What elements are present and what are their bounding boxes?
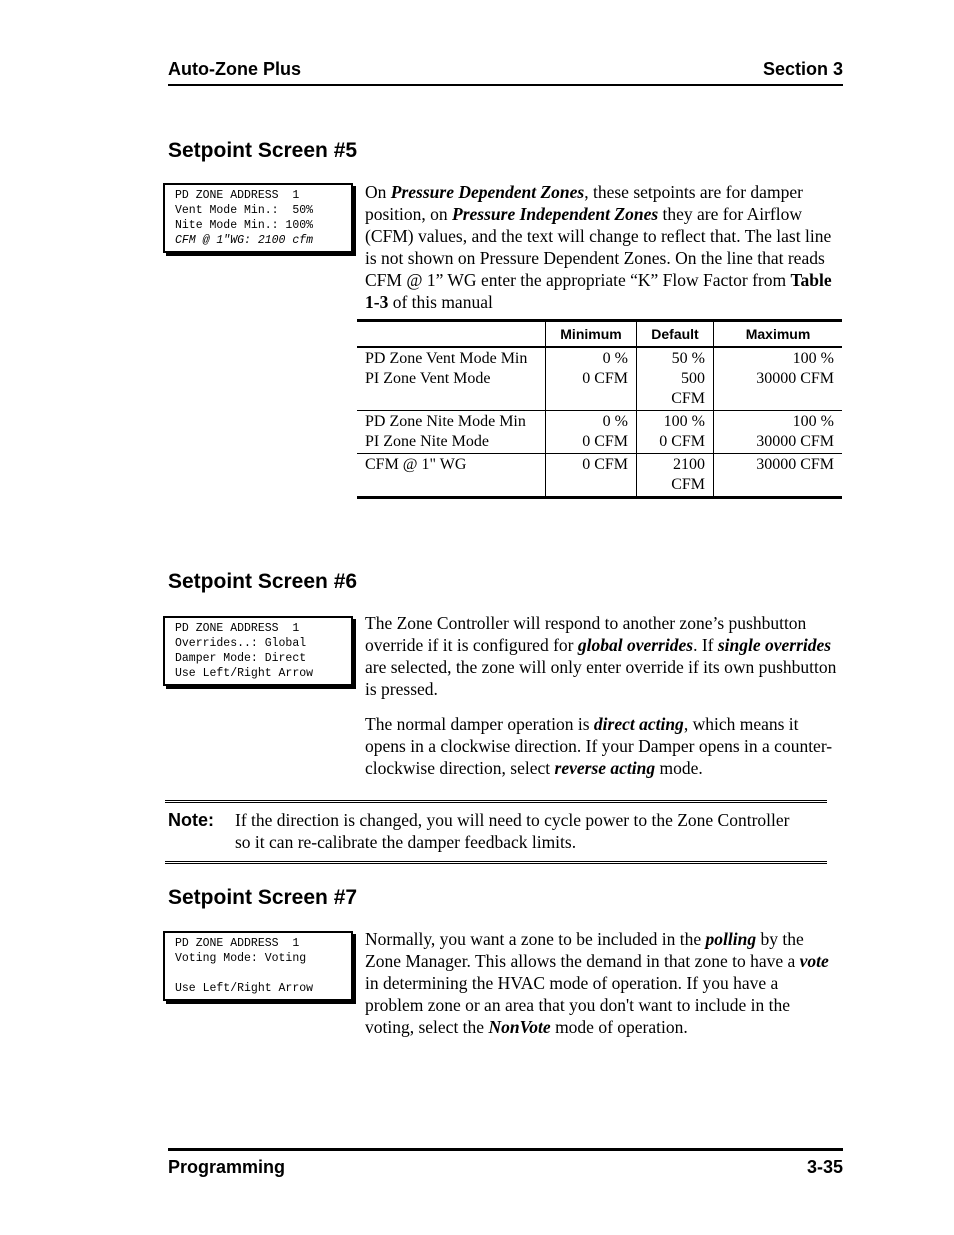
table-cell-value: 100 % 30000 CFM bbox=[714, 347, 843, 411]
heading-setpoint-screen-7: Setpoint Screen #7 bbox=[168, 886, 358, 909]
table-header: Default bbox=[637, 321, 714, 348]
emphasis-text: single overrides bbox=[717, 635, 832, 655]
lcd-line: Use Left/Right Arrow bbox=[175, 982, 314, 995]
lcd-line: Damper Mode: Direct bbox=[175, 652, 307, 665]
lcd-display-screen-7 bbox=[163, 931, 353, 1001]
emphasis-text: direct acting bbox=[593, 714, 684, 734]
lcd-line: PD ZONE ADDRESS 1 bbox=[175, 622, 300, 635]
emphasis-text: polling bbox=[705, 929, 757, 949]
lcd-line bbox=[175, 966, 351, 981]
page-number: 3-35 bbox=[806, 1157, 843, 1177]
table-row bbox=[357, 411, 842, 454]
table-header-row bbox=[357, 321, 842, 348]
emphasis-text: NonVote bbox=[488, 1017, 551, 1037]
lcd-line: CFM @ 1"WG: 2100 cfm bbox=[175, 234, 314, 247]
lcd-line: PD ZONE ADDRESS 1 bbox=[175, 189, 300, 202]
header-title: Auto-Zone Plus bbox=[168, 59, 301, 79]
lcd-line: Nite Mode Min.: 100% bbox=[175, 219, 314, 232]
table-header bbox=[357, 321, 546, 348]
paragraph-screen-6-overrides: The Zone Controller will respond to another zone’s pushbutton override if it is configured for global overrides. If single overrides are selected, the zone will only enter override if its own pushbutton is pressed. bbox=[365, 613, 837, 699]
lcd-line: Voting Mode: Voting bbox=[175, 952, 307, 965]
table-cell-value: 2100 CFM bbox=[637, 454, 714, 498]
lcd-line: Use Left/Right Arrow bbox=[175, 667, 314, 680]
emphasis-text: reverse acting bbox=[554, 758, 656, 778]
table-cell-value: 100 % 0 CFM bbox=[637, 411, 714, 454]
setpoint-table bbox=[357, 319, 842, 499]
table-cell-value: 50 % 500 CFM bbox=[637, 347, 714, 411]
paragraph-screen-7: Normally, you want a zone to be included in the polling by the Zone Manager. This allows the demand in that zone to have a vote in determining the HVAC mode of operation. If you have a problem zone or an area that you don't want to include in the voting, select the NonVote mode of operation. bbox=[365, 929, 829, 1037]
table-body bbox=[357, 347, 842, 498]
table-cell-value: 0 CFM bbox=[546, 454, 637, 498]
lcd-display-screen-5 bbox=[163, 183, 353, 253]
footer-chapter: Programming bbox=[168, 1157, 286, 1177]
paragraph-screen-6-damper: The normal damper operation is direct acting, which means it opens in a clockwise direction. If your Damper opens in a counter-clockwise direction, select reverse acting mode. bbox=[365, 714, 833, 778]
table-header: Minimum bbox=[546, 321, 637, 348]
lcd-display-screen-6 bbox=[163, 616, 353, 686]
table-header: Maximum bbox=[714, 321, 843, 348]
table-cell-label: PD Zone Vent Mode Min PI Zone Vent Mode bbox=[357, 347, 546, 411]
emphasis-text: Table 1-3 bbox=[365, 270, 832, 312]
table-cell-value: 0 % 0 CFM bbox=[546, 347, 637, 411]
page-footer bbox=[168, 1148, 843, 1181]
lcd-line: Overrides..: Global bbox=[175, 637, 307, 650]
heading-setpoint-screen-6: Setpoint Screen #6 bbox=[168, 570, 358, 593]
lcd-line: PD ZONE ADDRESS 1 bbox=[175, 937, 300, 950]
table-cell-label: PD Zone Nite Mode Min PI Zone Nite Mode bbox=[357, 411, 546, 454]
table-cell-value: 100 % 30000 CFM bbox=[714, 411, 843, 454]
table-row bbox=[357, 347, 842, 411]
emphasis-text: vote bbox=[799, 951, 829, 971]
heading-setpoint-screen-5: Setpoint Screen #5 bbox=[168, 139, 358, 162]
emphasis-text: global overrides bbox=[577, 635, 694, 655]
note-box bbox=[165, 800, 827, 864]
lcd-line: Vent Mode Min.: 50% bbox=[175, 204, 314, 217]
emphasis-text: Pressure Independent Zones bbox=[452, 204, 659, 224]
table-cell-value: 30000 CFM bbox=[714, 454, 843, 498]
emphasis-text: Pressure Dependent Zones bbox=[390, 182, 585, 202]
table-cell-value: 0 % 0 CFM bbox=[546, 411, 637, 454]
table-cell-label: CFM @ 1" WG bbox=[357, 454, 546, 498]
note-label: Note: bbox=[168, 810, 214, 830]
header-section: Section 3 bbox=[762, 59, 843, 79]
table-row bbox=[357, 454, 842, 498]
paragraph-screen-5: On Pressure Dependent Zones, these setpoints are for damper position, on Pressure Independent Zones they are for Airflow (CFM) values, and the text will change to reflect that. The last line is not shown on Pressure Dependent Zones. On the line that reads CFM @ 1” WG enter the appropriate “K” Flow Factor from Table 1-3 of this manual bbox=[365, 182, 832, 312]
page-header bbox=[168, 58, 843, 86]
note-text: If the direction is changed, you will need to cycle power to the Zone Controller so it can re-calibrate the damper feedback limits. bbox=[235, 810, 790, 852]
